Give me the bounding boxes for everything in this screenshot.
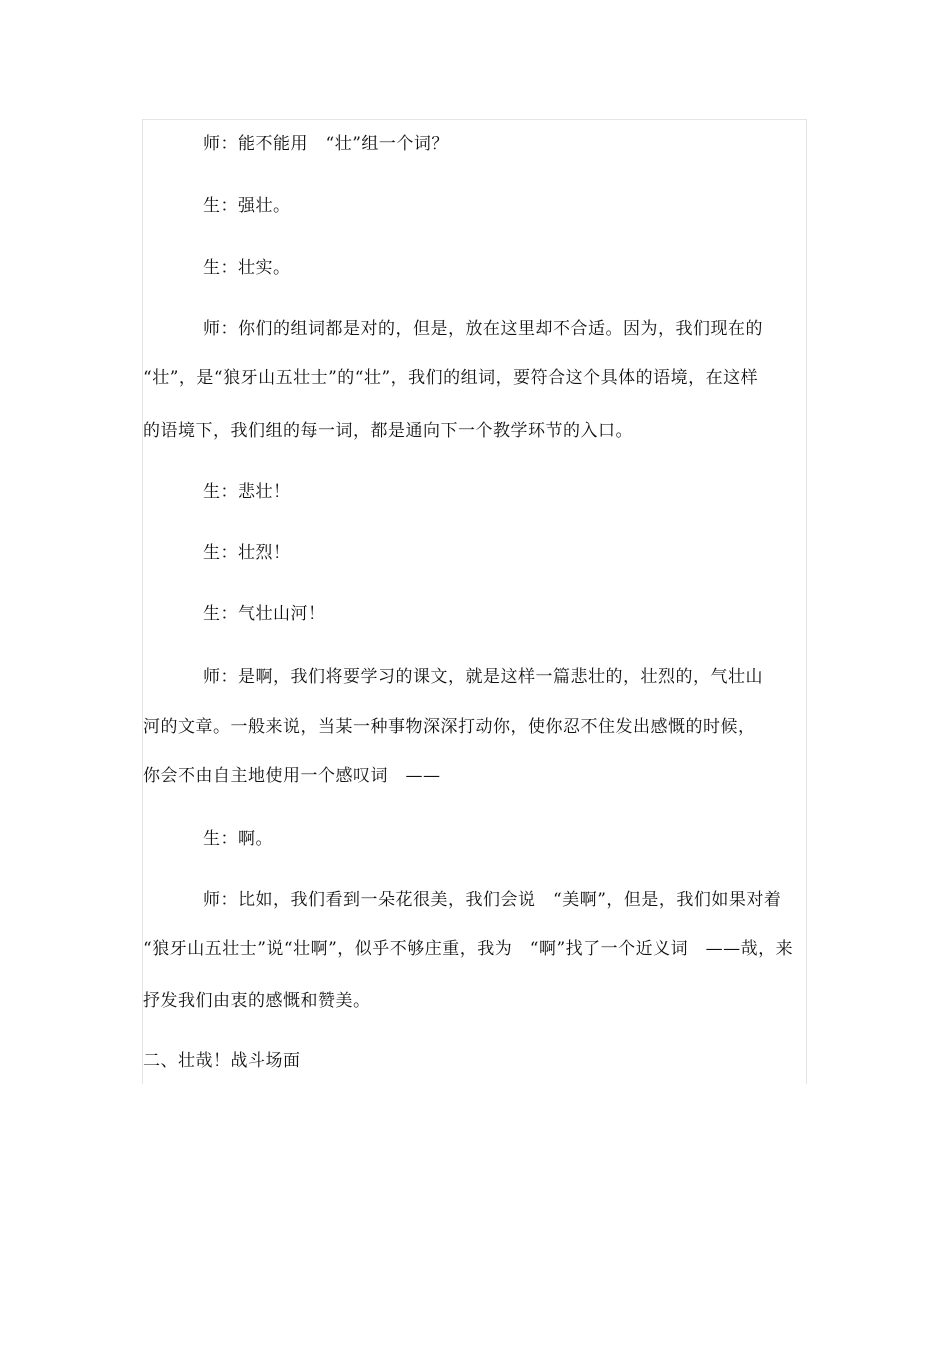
dialogue-line-student: 生：悲壮！	[203, 482, 291, 502]
dialogue-line-continued: 你会不由自主地使用一个感叹词 ——	[143, 766, 441, 786]
dialogue-line-continued: 河的文章。一般来说，当某一种事物深深打动你，使你忍不住发出感慨的时候，	[143, 717, 756, 737]
dialogue-line-student: 生：壮实。	[203, 258, 291, 278]
section-heading: 二、壮哉！战斗场面	[143, 1051, 301, 1071]
dialogue-line-student: 生：气壮山河！	[203, 604, 326, 624]
dialogue-line-teacher: 师：是啊，我们将要学习的课文，就是这样一篇悲壮的，壮烈的，气壮山	[203, 667, 763, 687]
dialogue-line-teacher: 师：能不能用 “壮”组一个词？	[203, 134, 449, 154]
dialogue-line-student: 生：壮烈！	[203, 543, 291, 563]
dialogue-line-student: 生：啊。	[203, 829, 273, 849]
dialogue-line-continued: 抒发我们由衷的感慨和赞美。	[143, 991, 371, 1011]
dialogue-line-teacher: 师：你们的组词都是对的，但是，放在这里却不合适。因为，我们现在的	[203, 319, 763, 339]
dialogue-line-continued: “狼牙山五壮士”说“壮啊”，似乎不够庄重，我为 “啊”找了一个近义词 ——哉，来	[143, 939, 794, 959]
dialogue-line-student: 生：强壮。	[203, 196, 291, 216]
dialogue-line-teacher: 师：比如，我们看到一朵花很美，我们会说 “美啊”，但是，我们如果对着	[203, 890, 782, 910]
dialogue-line-continued: “壮”，是“狼牙山五壮士”的“壮”，我们的组词，要符合这个具体的语境，在这样	[143, 368, 759, 388]
dialogue-line-continued: 的语境下，我们组的每一词，都是通向下一个教学环节的入口。	[143, 421, 633, 441]
